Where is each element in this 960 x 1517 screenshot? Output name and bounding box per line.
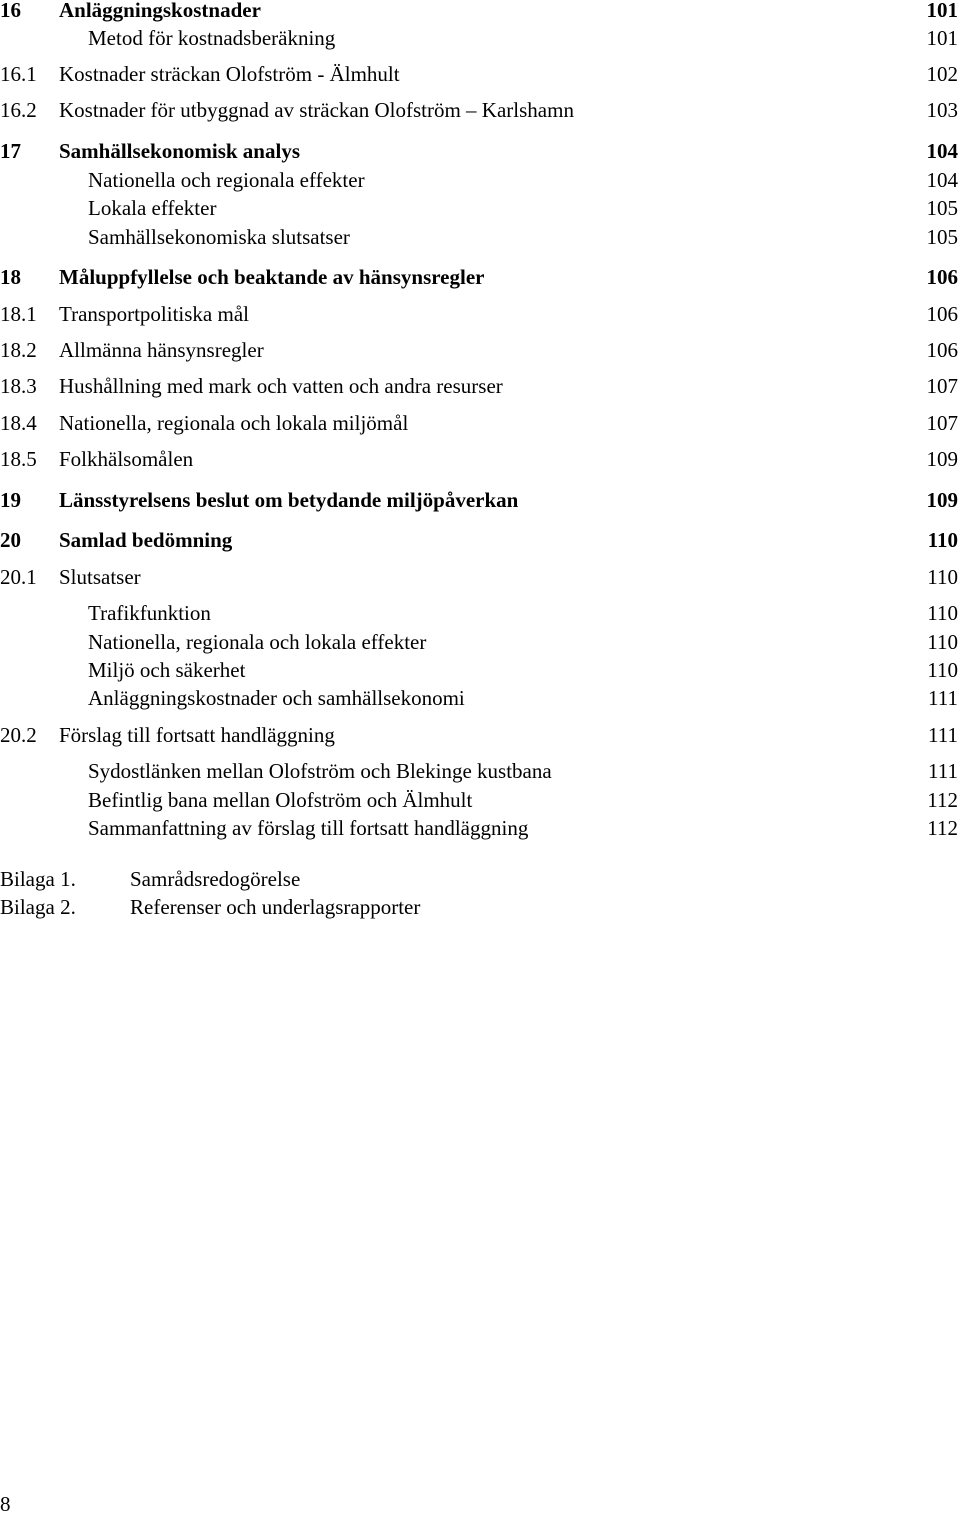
toc-entry-title: Sammanfattning av förslag till fortsatt handläggning [88, 816, 529, 840]
toc-entry-number: 20 [0, 528, 21, 552]
toc-entry-number: 20.2 [0, 723, 37, 747]
toc-entry [0, 265, 958, 290]
toc-entry-page: 110 [927, 528, 958, 552]
toc-entry-title: Samhällsekonomiska slutsatser [88, 225, 350, 249]
toc-entry-page: 106 [926, 265, 958, 289]
toc-entry-title: Miljö och säkerhet [88, 658, 246, 682]
toc-entry [0, 723, 958, 748]
toc-entry [0, 788, 958, 813]
toc-entry [0, 565, 958, 590]
toc-entry [0, 630, 958, 655]
appendix-label: Bilaga 2. [0, 895, 76, 919]
appendix-label: Bilaga 1. [0, 867, 76, 891]
toc-entry-page: 109 [926, 488, 958, 512]
toc-entry [0, 168, 958, 193]
toc-entry [0, 0, 958, 23]
toc-entry [0, 98, 958, 123]
toc-entry-number: 18.4 [0, 411, 37, 435]
toc-entry-number: 16.1 [0, 62, 37, 86]
toc-entry-number: 20.1 [0, 565, 37, 589]
toc-entry-page: 110 [927, 658, 958, 682]
toc-entry-title: Metod för kostnadsberäkning [88, 26, 336, 50]
toc-entry [0, 302, 958, 327]
toc-entry-page: 109 [926, 447, 958, 471]
toc-entry [0, 196, 958, 221]
toc-entry-number: 16.2 [0, 98, 37, 122]
toc-entry-page: 105 [926, 196, 958, 220]
toc-entry-number: 18.5 [0, 447, 37, 471]
toc-entry-page: 102 [926, 62, 958, 86]
toc-entry [0, 686, 958, 711]
toc-entry-page: 101 [926, 0, 958, 22]
toc-entry [0, 225, 958, 250]
toc-entry-number: 17 [0, 139, 21, 163]
toc-entry [0, 816, 958, 841]
toc-entry-title: Kostnader för utbyggnad av sträckan Olofström – Karlshamn [59, 98, 574, 122]
toc-entry-page: 106 [926, 338, 958, 362]
toc-entry-title: Nationella och regionala effekter [88, 168, 365, 192]
toc-entry-title: Hushållning med mark och vatten och andra resurser [59, 374, 503, 398]
toc-entry-title: Trafikfunktion [88, 601, 211, 625]
toc-entry [0, 601, 958, 626]
toc-entry-page: 107 [926, 374, 958, 398]
toc-entry-page: 111 [928, 723, 958, 747]
toc-entry-number: 18.2 [0, 338, 37, 362]
toc-entry-page: 106 [926, 302, 958, 326]
toc-entry [0, 338, 958, 363]
toc-entry-title: Folkhälsomålen [59, 447, 194, 471]
toc-entry-title: Samhällsekonomisk analys [59, 139, 300, 163]
toc-entry-title: Samlad bedömning [59, 528, 233, 552]
toc-entry-number: 18.3 [0, 374, 37, 398]
toc-entry [0, 62, 958, 87]
toc-entry-title: Nationella, regionala och lokala effekter [88, 630, 427, 654]
toc-entry-title: Lokala effekter [88, 196, 217, 220]
toc-entry-title: Förslag till fortsatt handläggning [59, 723, 335, 747]
toc-entry-number: 16 [0, 0, 21, 22]
toc-entry-page: 103 [926, 98, 958, 122]
toc-entry-page: 107 [926, 411, 958, 435]
appendix-title: Samrådsredogörelse [130, 867, 301, 891]
toc-entry-number: 19 [0, 488, 21, 512]
toc-entry-number: 18.1 [0, 302, 37, 326]
toc-entry-title: Transportpolitiska mål [59, 302, 249, 326]
appendix-entry [0, 895, 420, 920]
toc-entry-number: 18 [0, 265, 21, 289]
toc-entry [0, 528, 958, 553]
toc-entry-page: 110 [927, 601, 958, 625]
toc-entry-title: Sydostlänken mellan Olofström och Blekinge kustbana [88, 759, 552, 783]
toc-entry-page: 112 [927, 788, 958, 812]
toc-entry-title: Befintlig bana mellan Olofström och Älmhult [88, 788, 473, 812]
toc-entry-title: Måluppfyllelse och beaktande av hänsynsregler [59, 265, 485, 289]
toc-entry [0, 658, 958, 683]
page-number: 8 [0, 1492, 11, 1516]
toc-entry-title: Länsstyrelsens beslut om betydande miljöpåverkan [59, 488, 519, 512]
toc-entry-title: Slutsatser [59, 565, 141, 589]
toc-entry [0, 488, 958, 513]
appendix-title: Referenser och underlagsrapporter [130, 895, 421, 919]
toc-entry-page: 110 [927, 630, 958, 654]
toc-entry [0, 411, 958, 436]
toc-entry-title: Anläggningskostnader [59, 0, 261, 22]
toc-entry-page: 101 [926, 26, 958, 50]
toc-entry-page: 104 [926, 168, 958, 192]
toc-entry-title: Allmänna hänsynsregler [59, 338, 264, 362]
toc-entry-page: 105 [926, 225, 958, 249]
toc-entry-page: 110 [927, 565, 958, 589]
toc-entry [0, 26, 958, 51]
toc-entry [0, 759, 958, 784]
toc-entry-page: 111 [928, 759, 958, 783]
appendix-entry [0, 867, 300, 892]
toc-entry-title: Nationella, regionala och lokala miljömål [59, 411, 409, 435]
toc-entry [0, 139, 958, 164]
toc-entry-page: 112 [927, 816, 958, 840]
toc-entry-page: 111 [928, 686, 958, 710]
toc-entry [0, 447, 958, 472]
toc-entry [0, 374, 958, 399]
toc-entry-title: Anläggningskostnader och samhällsekonomi [88, 686, 465, 710]
toc-entry-page: 104 [926, 139, 958, 163]
toc-entry-title: Kostnader sträckan Olofström - Älmhult [59, 62, 400, 86]
